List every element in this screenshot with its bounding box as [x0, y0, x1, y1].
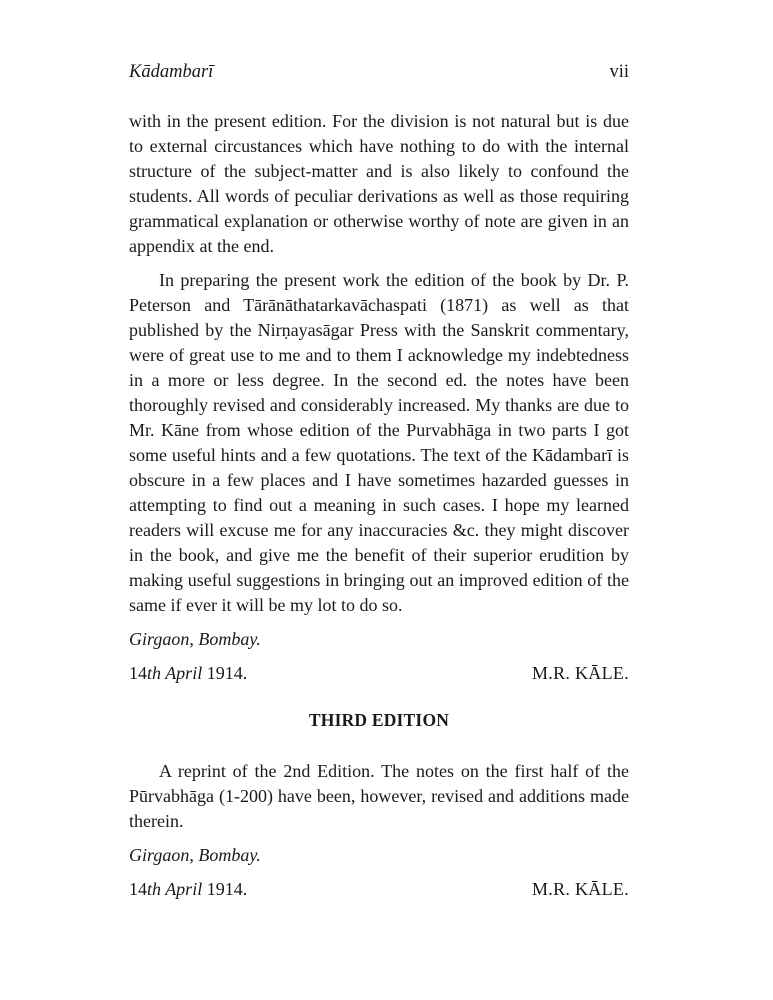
date-day: 14: [129, 663, 147, 683]
paragraph-acknowledgements: In preparing the present work the edition of the book by Dr. P. Peterson and Tārānāthatarkavāchaspati (1871) as well as that published by the Nirṇayasāgar Press with the Sanskrit commentary, were of great use to me and to them I acknowledge my indebtedness in a more or less degree. In the second ed. the notes have been thoroughly revised and considerably increased. My thanks are due to Mr. Kāne from whose edition of the Purvabhāga in two parts I got some useful hints and a few quotations. The text of the Kādambarī is obscure in a few places and I have sometimes hazarded guesses in attempting to find out a meaning in such cases. I hope my learned readers will excuse me for any inaccuracies &c. they might discover in the book, and give me the benefit of their superior erudition by making useful suggestions in bringing out an improved edition of the same if ever it will be my lot to do so.: [129, 270, 629, 615]
signature-place: Girgaon, Bombay.: [129, 629, 261, 649]
paragraph-third-edition: A reprint of the 2nd Edition. The notes on the first half of the Pūrvabhāga (1-200) have been, however, revised and additions made therein.: [129, 761, 629, 831]
signature-date: [129, 661, 247, 686]
body-text: [129, 109, 629, 902]
signature-dateline-2: [129, 877, 629, 902]
date-year-2: 1914.: [202, 879, 248, 899]
signature-author-2: M.R. KĀLE.: [532, 879, 629, 899]
date-suffix: th: [147, 663, 162, 683]
signature-date-2: [129, 877, 247, 902]
page-number: vii: [609, 62, 629, 82]
running-title: Kādambarī: [129, 62, 214, 82]
date-suffix-2: th: [147, 879, 162, 899]
date-month-2: April: [161, 879, 203, 899]
date-day-2: 14: [129, 879, 147, 899]
book-page: [129, 0, 629, 1000]
signature-author: M.R. KĀLE.: [532, 663, 629, 683]
signature-place-2: Girgaon, Bombay.: [129, 845, 261, 865]
signature-dateline: [129, 661, 629, 686]
running-head: [129, 62, 629, 86]
paragraph-continued: with in the present edition. For the division is not natural but is due to external circustances which have nothing to do with the internal structure of the subject-matter and is also likely to confound the students. All words of peculiar derivations as well as those requiring grammatical explanation or otherwise worthy of note are given in an appendix at the end.: [129, 111, 629, 256]
date-year: 1914.: [202, 663, 248, 683]
section-heading: THIRD EDITION: [308, 710, 450, 730]
date-month: April: [161, 663, 203, 683]
